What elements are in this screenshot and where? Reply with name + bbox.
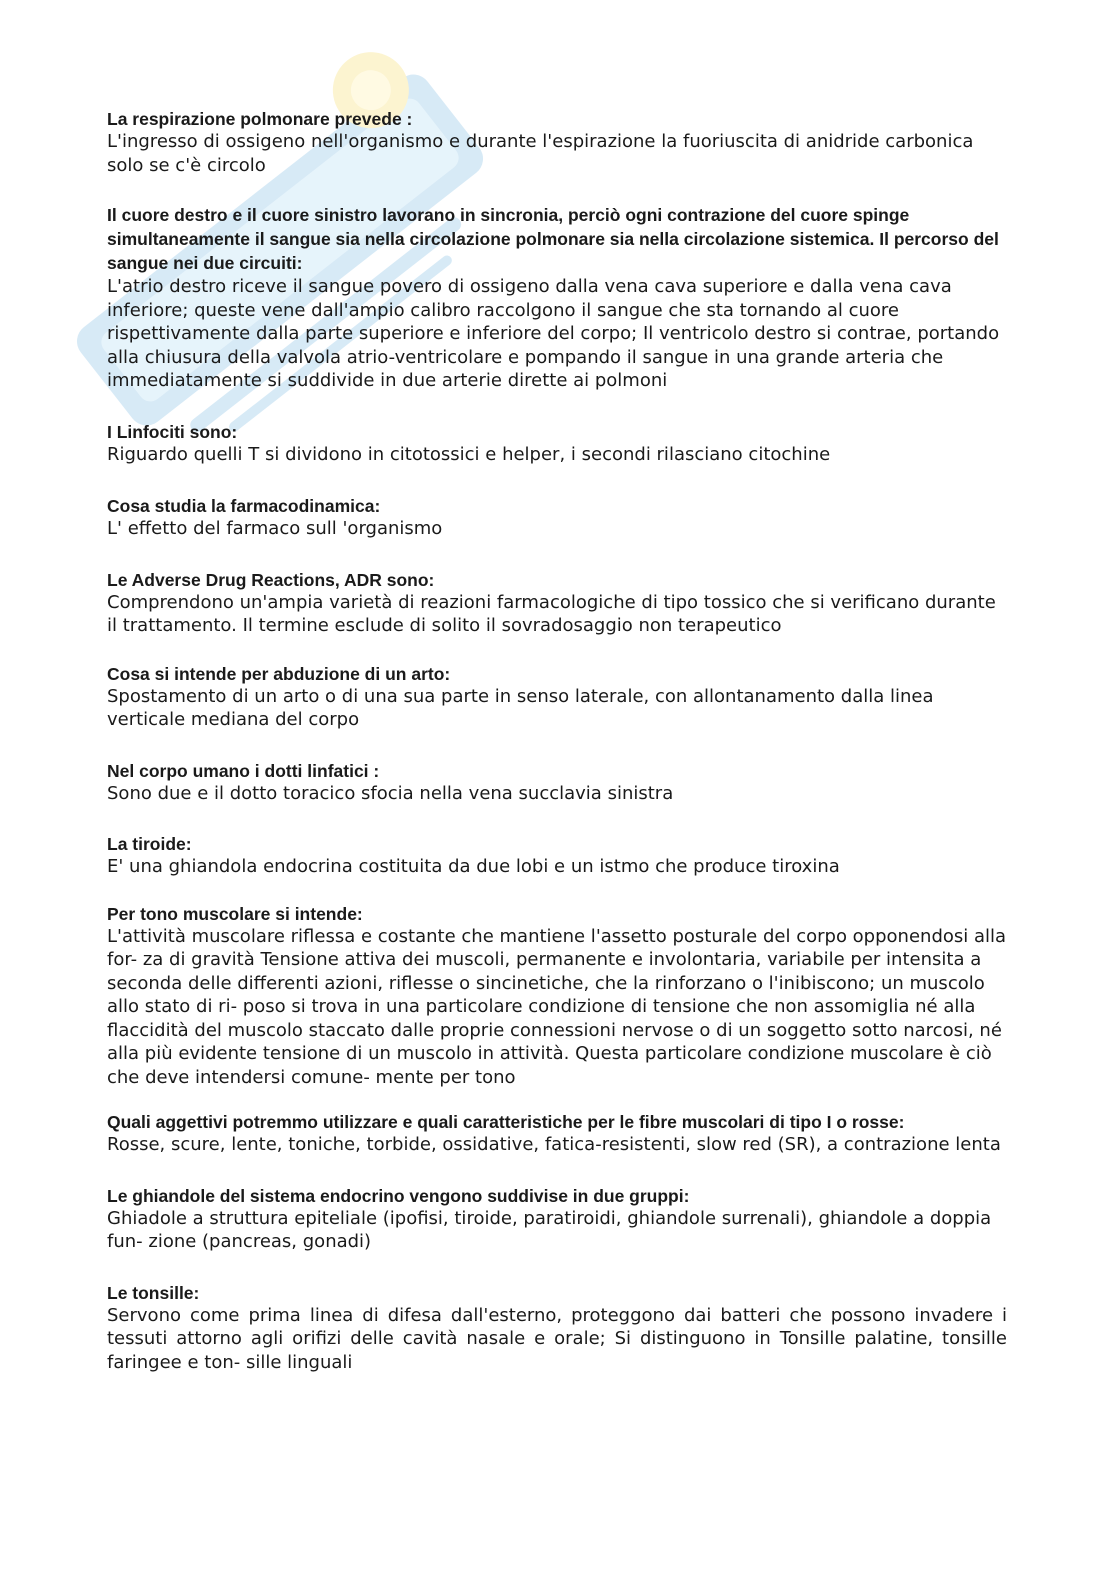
qa-item [107,569,1007,638]
qa-content [107,108,1007,1374]
qa-item [107,1111,1007,1157]
qa-item [107,760,1007,806]
question: Le ghiandole del sistema endocrino vengono suddivise in due gruppi: [107,1185,690,1206]
qa-item [107,663,1007,732]
answer: Servono come prima linea di difesa dall'esterno, proteggono dai batteri che possono invadere i tessuti attorno agli orifizi delle cavità nasale e orale; Si distinguono in Tonsille palatine, tonsille faringee e ton- sille linguali [107,1304,1007,1373]
question: Per tono muscolare si intende: [107,903,363,924]
answer: Ghiadole a struttura epiteliale (ipofisi, tiroide, paratiroidi, ghiandole surrenali), ghiandole a doppia fun- zione (pancreas, gonadi) [107,1207,992,1252]
question: La tiroide: [107,834,192,854]
question: La respirazione polmonare prevede : [107,109,413,129]
qa-item [107,495,1007,541]
question: Quali aggettivi potremmo utilizzare e quali caratteristiche per le fibre muscolari di tipo I o rosse: [107,1112,905,1132]
question: Cosa si intende per abduzione di un arto: [107,663,451,684]
question: Il cuore destro e il cuore sinistro lavorano in sincronia, perciò ogni contrazione del cuore spinge simultaneamente il sangue sia nella circolazione polmonare sia nella circolazione sistemica. Il percorso del sangue nei due circuiti: [107,205,999,273]
qa-item [107,108,1007,177]
answer: Spostamento di un arto o di una sua parte in senso laterale, con allontanamento dalla linea verticale mediana del corpo [107,685,934,730]
answer: Sono due e il dotto toracico sfocia nella vena succlavia sinistra [107,782,674,804]
question: Nel corpo umano i dotti linfatici : [107,760,380,781]
qa-item [107,203,1007,393]
answer: L'ingresso di ossigeno nell'organismo e durante l'espirazione la fuoriuscita di anidride carbonica solo se c'è circolo [107,131,974,176]
answer: E' una ghiandola endocrina costituita da due lobi e un istmo che produce tiroxina [107,856,840,877]
answer: L'attività muscolare riflessa e costante che mantiene l'assetto posturale del corpo opponendosi alla for- za di gravità Tensione attiva dei muscoli, permanente e involontaria, variabile per intensita a seconda delle differenti azioni, riflesse o sincinetiche, che la rinforzano o l'inibiscono; un muscolo allo stato di ri- poso si trova in una particolare condizione di tensione che non assomiglia né alla flaccidità del muscolo staccato dalle proprie connessioni nervose o di un soggetto sotto narcosi, né alla più evidente tensione di un muscolo in attività. Questa particolare condizione muscolare è ciò che deve intendersi comune- mente per tono [107,925,1007,1088]
qa-item [107,903,1007,1090]
answer: L' effetto del farmaco sull 'organismo [107,518,443,539]
question: I Linfociti sono: [107,421,238,442]
question: Le tonsille: [107,1282,200,1303]
qa-item [107,833,1007,879]
qa-item [107,1282,1007,1375]
answer: Rosse, scure, lente, toniche, torbide, ossidative, fatica-resistenti, slow red (SR), a contrazione lenta [107,1134,1001,1155]
question: Cosa studia la farmacodinamica: [107,496,381,516]
question: Le Adverse Drug Reactions, ADR sono: [107,569,435,590]
answer: Riguardo quelli T si dividono in citotossici e helper, i secondi rilasciano citochine [107,443,831,465]
answer: L'atrio destro riceve il sangue povero di ossigeno dalla vena cava superiore e dalla vena cava inferiore; queste vene dall'ampio calibro raccolgono il sangue che sta tornando al cuore rispettivamente dalla parte superiore e inferiore del corpo; Il ventricolo destro si contrae, portando alla chiusura della valvola atrio-ventricolare e pompando il sangue in una grande arteria che immediatamente si suddivide in due arterie dirette ai polmoni [107,276,1000,391]
qa-item [107,1185,1007,1254]
qa-item [107,421,1007,467]
answer: Comprendono un'ampia varietà di reazioni farmacologiche di tipo tossico che si verificano durante il trattamento. Il termine esclude di solito il sovradosaggio non terapeutico [107,591,996,636]
